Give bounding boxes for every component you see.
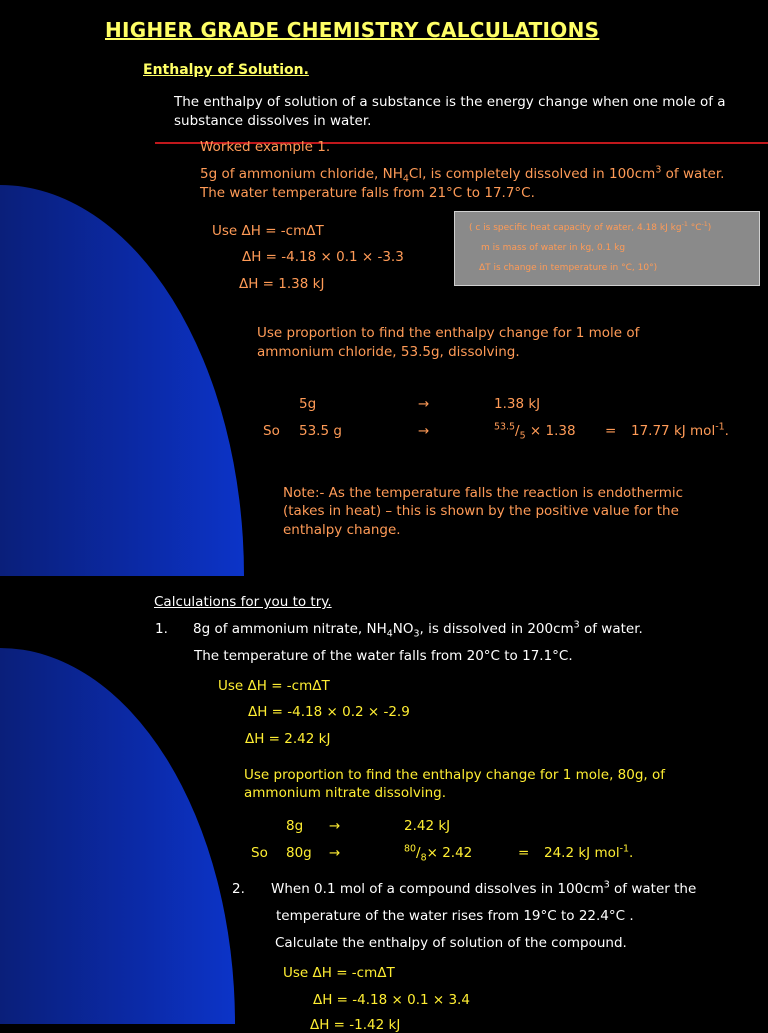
ratio-left: 8g — [286, 818, 304, 834]
info-line: ΔT is change in temperature in °C, 10°) — [479, 263, 658, 273]
equation-line: ΔH = -4.18 × 0.2 × -2.9 — [248, 704, 410, 720]
equation-line: ΔH = 2.42 kJ — [245, 731, 331, 747]
question-line: When 0.1 mol of a compound dissolves in $100cm^3$ of water the — [271, 879, 697, 897]
intro-line: The enthalpy of solution of a substance is the energy change when one mole of a — [174, 94, 726, 110]
arrow-icon: → — [418, 396, 430, 412]
equals-sign: = — [605, 423, 617, 439]
ratio-calculation: $^{80}/_8\times 2.42$ — [404, 843, 473, 864]
worked-example-line: 5g of ammonium chloride, $NH_4Cl$, is completely dissolved in $100cm^3$ of water. — [200, 164, 725, 185]
equation-line: Use ΔH = -cmΔT — [218, 678, 330, 694]
info-line: m is mass of water in kg, 0.1 kg — [481, 243, 626, 253]
equals-sign: = — [518, 845, 530, 861]
calculations-heading: Calculations for you to try. — [154, 594, 332, 610]
equation-line: ΔH = 1.38 kJ — [239, 276, 325, 292]
equation-line: ΔH = -4.18 × 0.1 × 3.4 — [313, 992, 470, 1008]
question-line: The temperature of the water falls from 20°C to 17.1°C. — [194, 648, 573, 664]
note-line: Note:- As the temperature falls the reaction is endothermic — [283, 485, 684, 501]
info-line: ( c is specific heat capacity of water, 4.18 kJ $kg^{-1}$ $^\circ C^{-1}$) — [469, 221, 712, 233]
page-title: HIGHER GRADE CHEMISTRY CALCULATIONS — [105, 18, 600, 42]
ratio-left: 80g — [286, 845, 312, 861]
equation-line: ΔH = -4.18 × 0.1 × -3.3 — [242, 249, 404, 265]
equation-line: Use ΔH = -cmΔT — [212, 223, 324, 239]
proportion-text: ammonium chloride, 53.5g, dissolving. — [257, 344, 520, 360]
question-line: temperature of the water rises from 19°C to 22.4°C . — [276, 908, 634, 924]
worked-example-heading: Worked example 1. — [200, 139, 331, 155]
so-label: So — [263, 423, 280, 439]
ratio-left: 53.5 g — [299, 423, 342, 439]
equation-line: ΔH = -1.42 kJ — [310, 1017, 401, 1033]
decorative-blue-shape — [0, 648, 235, 1024]
equation-line: Use ΔH = -cmΔT — [283, 965, 395, 981]
ratio-calculation: $^{53.5}/_5 \times 1.38$ — [494, 421, 576, 442]
arrow-icon: → — [418, 423, 430, 439]
info-box — [454, 211, 760, 286]
ratio-result: 17.77 kJ mol$^{-1}$. — [631, 421, 729, 439]
proportion-text: Use proportion to find the enthalpy change for 1 mole, 80g, of — [244, 767, 666, 783]
decorative-blue-shape — [0, 185, 244, 576]
ratio-right: 1.38 kJ — [494, 396, 541, 412]
intro-line: substance dissolves in water. — [174, 113, 372, 129]
arrow-icon: → — [329, 818, 341, 834]
question-line: Calculate the enthalpy of solution of the compound. — [275, 935, 627, 951]
proportion-text: Use proportion to find the enthalpy change for 1 mole of — [257, 325, 640, 341]
ratio-result: 24.2 kJ mol$^{-1}$. — [544, 843, 634, 861]
question-number: 1. — [155, 621, 168, 637]
ratio-right: 2.42 kJ — [404, 818, 451, 834]
worked-example-line: The water temperature falls from 21°C to 17.7°C. — [200, 185, 535, 201]
proportion-text: ammonium nitrate dissolving. — [244, 785, 447, 801]
question-line: 8g of ammonium nitrate, $NH_4NO_3$, is dissolved in $200cm^3$ of water. — [193, 619, 643, 640]
note-line: (takes in heat) – this is shown by the positive value for the — [283, 503, 679, 519]
question-number: 2. — [232, 881, 245, 897]
so-label: So — [251, 845, 268, 861]
note-line: enthalpy change. — [283, 522, 401, 538]
ratio-left: 5g — [299, 396, 317, 412]
section-heading: Enthalpy of Solution. — [143, 62, 309, 78]
arrow-icon: → — [329, 845, 341, 861]
